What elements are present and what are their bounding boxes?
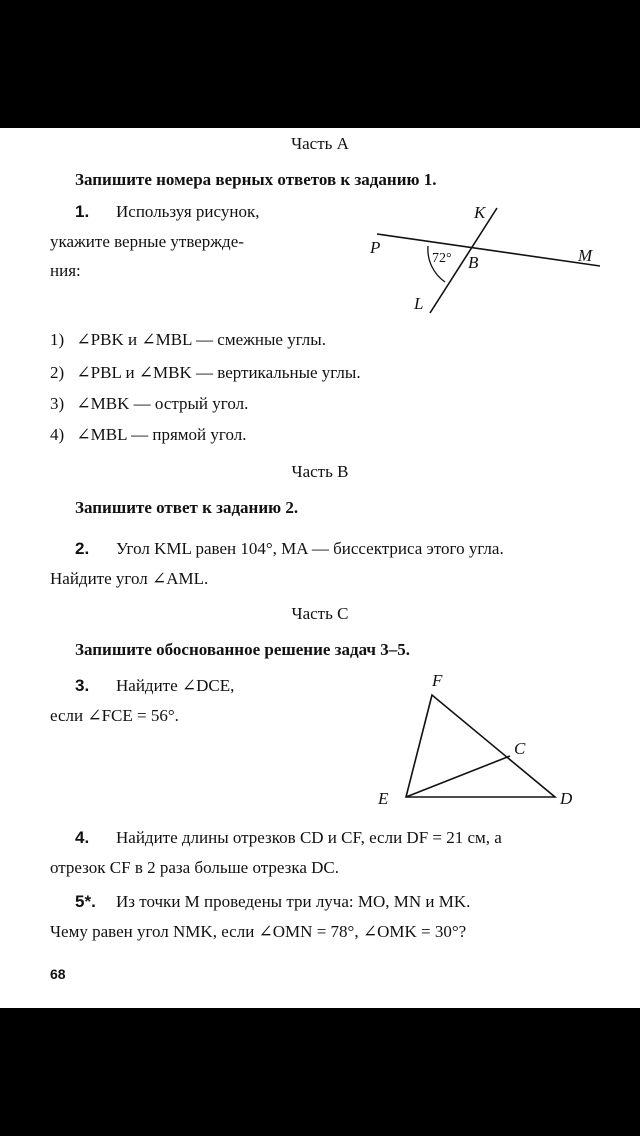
task3-number: 3. [75,676,90,695]
textbook-page [0,128,640,1008]
task4-line1: Найдите длины отрезков CD и CF, если DF = 21 см, а [116,828,502,847]
option-2-text: ∠PBL и ∠MBK — вертикальные углы. [76,363,361,382]
task1-text-line3: ния: [50,261,81,280]
task4-line2: отрезок CF в 2 раза больше отрезка DC. [50,858,340,877]
label-c: C [514,739,526,758]
line-pm [377,234,600,266]
option-4-num: 4) [50,425,65,444]
option-3-num: 3) [50,394,65,413]
label-m: M [578,246,593,265]
option-2-num: 2) [50,363,65,382]
task2-line2: Найдите угол ∠AML. [50,569,209,588]
task1-text-line1: Используя рисунок, [116,202,260,221]
task5-line1: Из точки M проведены три луча: MO, MN и MK. [116,892,471,911]
task1-figure [360,198,610,318]
label-l: L [414,294,424,313]
task1-text-line2: укажите верные утвержде- [50,232,244,251]
option-3 [50,394,248,414]
task5-number: 5*. [75,892,96,911]
part-a-heading: Часть А [291,134,349,153]
part-b-heading: Часть В [291,462,349,481]
option-4-text: ∠MBL — прямой угол. [76,425,247,444]
task3-figure [370,668,590,818]
option-1 [50,330,326,350]
label-d: D [560,789,573,808]
part-b-instruction: Запишите ответ к заданию 2. [75,498,299,517]
option-4 [50,425,246,445]
label-k: K [474,203,486,222]
task3-line1: Найдите ∠DCE, [116,676,235,695]
task2-line1: Угол KML равен 104°, MA — биссектриса этого угла. [116,539,504,558]
angle-label: 72° [432,251,452,266]
task2-number: 2. [75,539,90,558]
option-1-num: 1) [50,330,65,349]
task5-line2: Чему равен угол NMK, если ∠OMN = 78°, ∠OMK = 30°? [50,922,467,941]
part-c-instruction: Запишите обоснованное решение задач 3–5. [75,640,411,659]
part-c-heading: Часть С [291,604,349,623]
part-a-instruction: Запишите номера верных ответов к заданию 1. [75,170,437,189]
option-3-text: ∠MBK — острый угол. [76,394,249,413]
label-f: F [432,671,443,690]
label-b: B [468,253,479,272]
option-1-text: ∠PBK и ∠MBL — смежные углы. [76,330,326,349]
triangle-fed [406,695,555,797]
label-e: E [378,789,389,808]
task4-number: 4. [75,828,90,847]
option-2 [50,363,361,383]
page-number: 68 [50,966,66,982]
segment-ec [406,756,510,797]
task1-number: 1. [75,202,90,221]
task3-line2: если ∠FCE = 56°. [50,706,179,725]
label-p: P [370,238,381,257]
